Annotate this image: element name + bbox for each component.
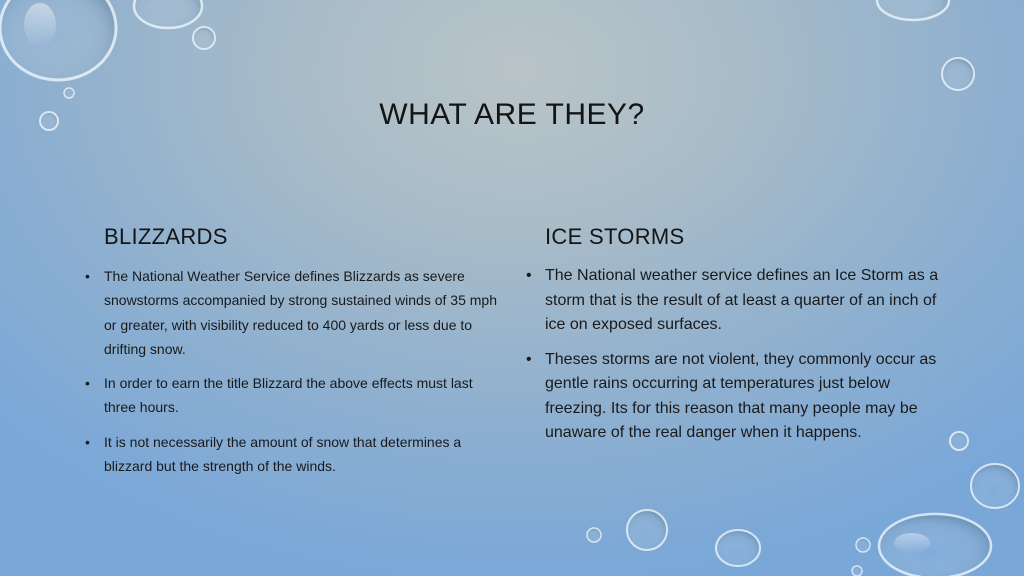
list-item — [526, 348, 940, 446]
slide-title: WHAT ARE THEY? — [379, 98, 645, 131]
blizzards-heading: BLIZZARDS — [104, 224, 228, 249]
list-item — [85, 371, 499, 420]
droplet — [134, 0, 202, 28]
droplet — [856, 538, 870, 552]
droplet — [587, 528, 601, 542]
bullet-text: The National weather service defines an Ice Storm as a storm that is the result of at least a quarter of an inch of ice on exposed surfaces. — [545, 267, 939, 333]
ice-storms-column — [526, 222, 940, 456]
bullet-dot: • — [526, 267, 532, 284]
bullet-dot: • — [85, 433, 90, 450]
bullet-dot: • — [85, 268, 90, 284]
bullet-text: Theses storms are not violent, they commonly occur as gentle rains occurring at temperatures just below freezing. Its for this reason that many people may be unaware of the real danger when it happens. — [545, 350, 937, 441]
droplet — [877, 0, 949, 20]
bullet-dot: • — [526, 350, 532, 368]
droplet — [942, 58, 974, 90]
list-item — [526, 264, 940, 338]
droplet — [0, 0, 116, 80]
droplet — [852, 566, 862, 576]
droplet — [879, 514, 991, 576]
bullet-dot: • — [85, 375, 90, 392]
bullet-text: It is not necessarily the amount of snow that determines a blizzard but the strength of the winds. — [104, 433, 462, 475]
blizzards-bullet-list — [85, 264, 499, 478]
droplet — [193, 27, 215, 49]
droplet — [971, 464, 1019, 508]
droplet — [64, 88, 74, 98]
ice-storms-heading: ICE STORMS — [545, 224, 685, 249]
droplet — [716, 530, 760, 566]
blizzards-column — [85, 222, 499, 488]
droplet — [950, 432, 968, 450]
droplet — [627, 510, 667, 550]
list-item — [85, 264, 499, 361]
bullet-text: In order to earn the title Blizzard the above effects must last three hours. — [104, 375, 473, 416]
list-item — [85, 430, 499, 479]
bullet-text: The National Weather Service defines Blizzards as severe snowstorms accompanied by strong sustained winds of 35 mph or greater, with visibility reduced to 400 yards or less due to drifting snow. — [104, 268, 497, 357]
ice-storms-bullet-list — [526, 264, 940, 446]
